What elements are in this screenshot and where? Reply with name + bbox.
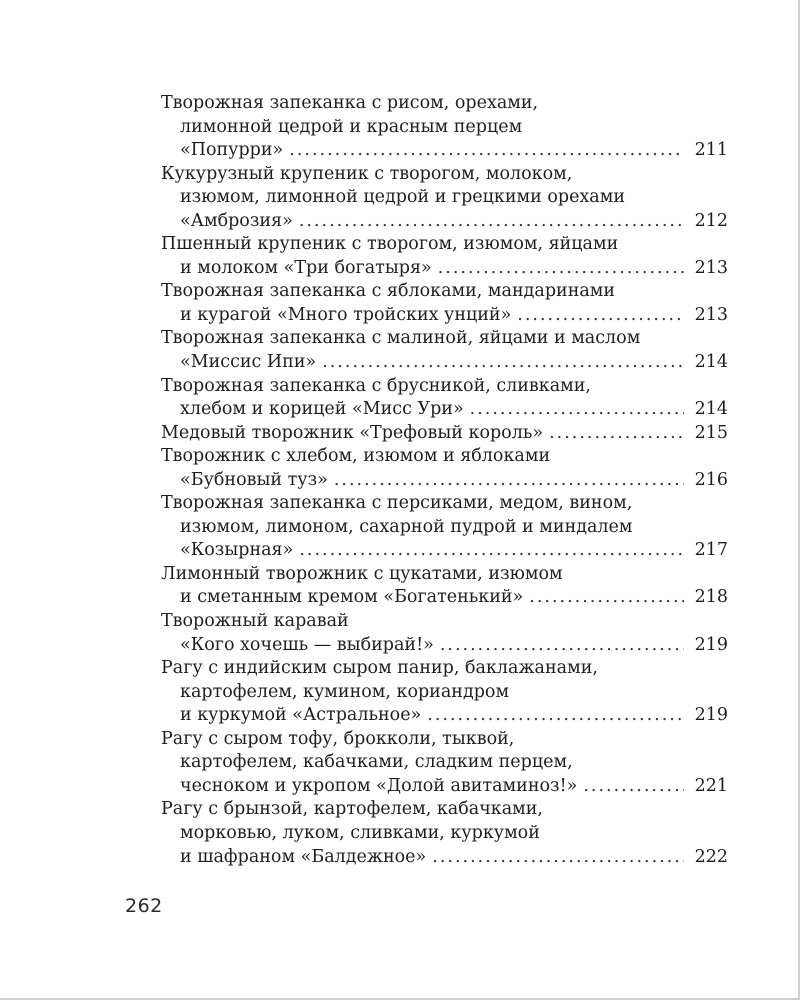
dot-leader <box>299 210 684 234</box>
toc-entry-title: и куркумой «Астральное» <box>180 705 422 726</box>
dot-leader <box>334 469 684 493</box>
toc-page-number: 222 <box>694 846 728 867</box>
toc-entry-title-line: Кукурузный крупеник с творогом, молоком, <box>161 163 573 184</box>
page-number: 262 <box>125 895 163 917</box>
toc-entry-last-line <box>161 139 728 163</box>
toc-entry-title: «Миссис Ипи» <box>180 352 317 373</box>
toc-entry <box>161 422 728 446</box>
dot-leader <box>299 539 684 563</box>
toc-entry-last-line <box>161 586 728 610</box>
toc-entry-title: «Кого хочешь — выбирай!» <box>180 634 434 655</box>
toc-entry <box>161 92 728 163</box>
toc-entry-title: «Козырная» <box>180 540 294 561</box>
toc-entry-title-line: изюмом, лимонной цедрой и грецкими орехами <box>180 187 626 208</box>
toc-entry-last-line <box>161 634 728 658</box>
toc-entry-last-line <box>161 539 728 563</box>
toc-entry-title: «Попурри» <box>180 140 284 161</box>
toc-entry <box>161 163 728 234</box>
toc-page-number: 219 <box>694 634 728 655</box>
toc-entry-title-line: Творожная запеканка с брусникой, сливками, <box>161 375 591 396</box>
toc-page-number: 219 <box>694 705 728 726</box>
dot-leader <box>432 846 684 870</box>
toc-entry-title: Медовый творожник «Трефовый король» <box>161 422 544 443</box>
toc-entry-last-line <box>161 775 728 799</box>
toc-page-number: 214 <box>694 352 728 373</box>
toc-entry <box>161 280 728 327</box>
toc-page-number: 211 <box>694 140 728 161</box>
dot-leader <box>322 351 684 375</box>
toc-entry <box>161 492 728 563</box>
toc-page-number: 218 <box>694 587 728 608</box>
toc-entry-title-line: Рагу с брынзой, картофелем, кабачками, <box>161 799 543 820</box>
toc-entry-last-line <box>161 398 728 422</box>
toc-entry-last-line <box>161 210 728 234</box>
toc-entry-title: «Амброзия» <box>180 210 293 231</box>
toc-entry-last-line <box>161 422 728 446</box>
toc-entry-title-line: Творожная запеканка с яблоками, мандаринами <box>161 281 616 302</box>
toc-entry-title-line: Пшенный крупеник с творогом, изюмом, яйцами <box>161 234 619 255</box>
toc-entry-title-line: морковью, луком, сливками, куркумой <box>180 822 540 843</box>
toc-entry-title-line: Творожная запеканка с рисом, орехами, <box>161 93 539 113</box>
toc-entry <box>161 327 728 374</box>
toc-entry-title: и шафраном «Балдежное» <box>180 846 427 867</box>
toc-entry-last-line <box>161 351 728 375</box>
dot-leader <box>427 704 684 728</box>
toc-entry-title-line: Творожный каравай <box>161 611 349 632</box>
toc-entry <box>161 610 728 657</box>
dot-leader <box>440 634 684 658</box>
toc-entry-last-line <box>161 469 728 493</box>
dot-leader <box>549 422 684 446</box>
dot-leader <box>517 304 684 328</box>
toc-page-number: 221 <box>694 775 728 796</box>
toc-entry <box>161 563 728 610</box>
toc-entry-title-line: картофелем, кабачками, сладким перцем, <box>180 752 573 773</box>
toc-entry-title-line: Рагу с сыром тофу, брокколи, тыквой, <box>161 728 515 749</box>
dot-leader <box>583 775 684 799</box>
toc-entry-last-line <box>161 704 728 728</box>
toc-page-number: 212 <box>694 210 728 231</box>
toc-entry-title: и курагой «Много тройских унций» <box>180 304 512 325</box>
toc-entry <box>161 657 728 728</box>
toc-entry-last-line <box>161 846 728 870</box>
toc-page-number: 216 <box>694 469 728 490</box>
toc-entry-title: хлебом и корицей «Мисс Ури» <box>180 399 464 420</box>
toc-entry <box>161 445 728 492</box>
toc-entry-title-line: Творожник с хлебом, изюмом и яблоками <box>161 446 551 467</box>
toc-entry <box>161 728 728 799</box>
toc-page-number: 213 <box>694 257 728 278</box>
toc-entry-title: «Бубновый туз» <box>180 469 328 490</box>
dot-leader <box>529 586 684 610</box>
toc-entry-title-line: изюмом, лимоном, сахарной пудрой и миндалем <box>180 516 633 537</box>
toc-entry-title-line: лимонной цедрой и красным перцем <box>180 116 523 137</box>
toc-entry-title: и молоком «Три богатыря» <box>180 257 432 278</box>
toc-entry-title-line: картофелем, кумином, кориандром <box>180 681 510 702</box>
table-of-contents <box>161 92 728 869</box>
toc-entry-title-line: Творожная запеканка с малиной, яйцами и маслом <box>161 328 641 349</box>
dot-leader <box>470 398 684 422</box>
toc-page-number: 213 <box>694 304 728 325</box>
toc-page-number: 214 <box>694 399 728 420</box>
toc-page-number: 217 <box>694 540 728 561</box>
toc-entry-title-line: Творожная запеканка с персиками, медом, вином, <box>161 493 633 514</box>
toc-entry-last-line <box>161 304 728 328</box>
toc-entry <box>161 798 728 869</box>
toc-entry <box>161 375 728 422</box>
dot-leader <box>289 139 684 163</box>
toc-page-number: 215 <box>694 422 728 443</box>
toc-entry-title: чесноком и укропом «Долой авитаминоз!» <box>180 775 578 796</box>
toc-entry-last-line <box>161 257 728 281</box>
dot-leader <box>438 257 684 281</box>
toc-entry-title-line: Рагу с индийским сыром панир, баклажанами, <box>161 658 598 679</box>
toc-entry <box>161 233 728 280</box>
toc-entry-title-line: Лимонный творожник с цукатами, изюмом <box>161 563 563 584</box>
toc-entry-title: и сметанным кремом «Богатенький» <box>180 587 524 608</box>
